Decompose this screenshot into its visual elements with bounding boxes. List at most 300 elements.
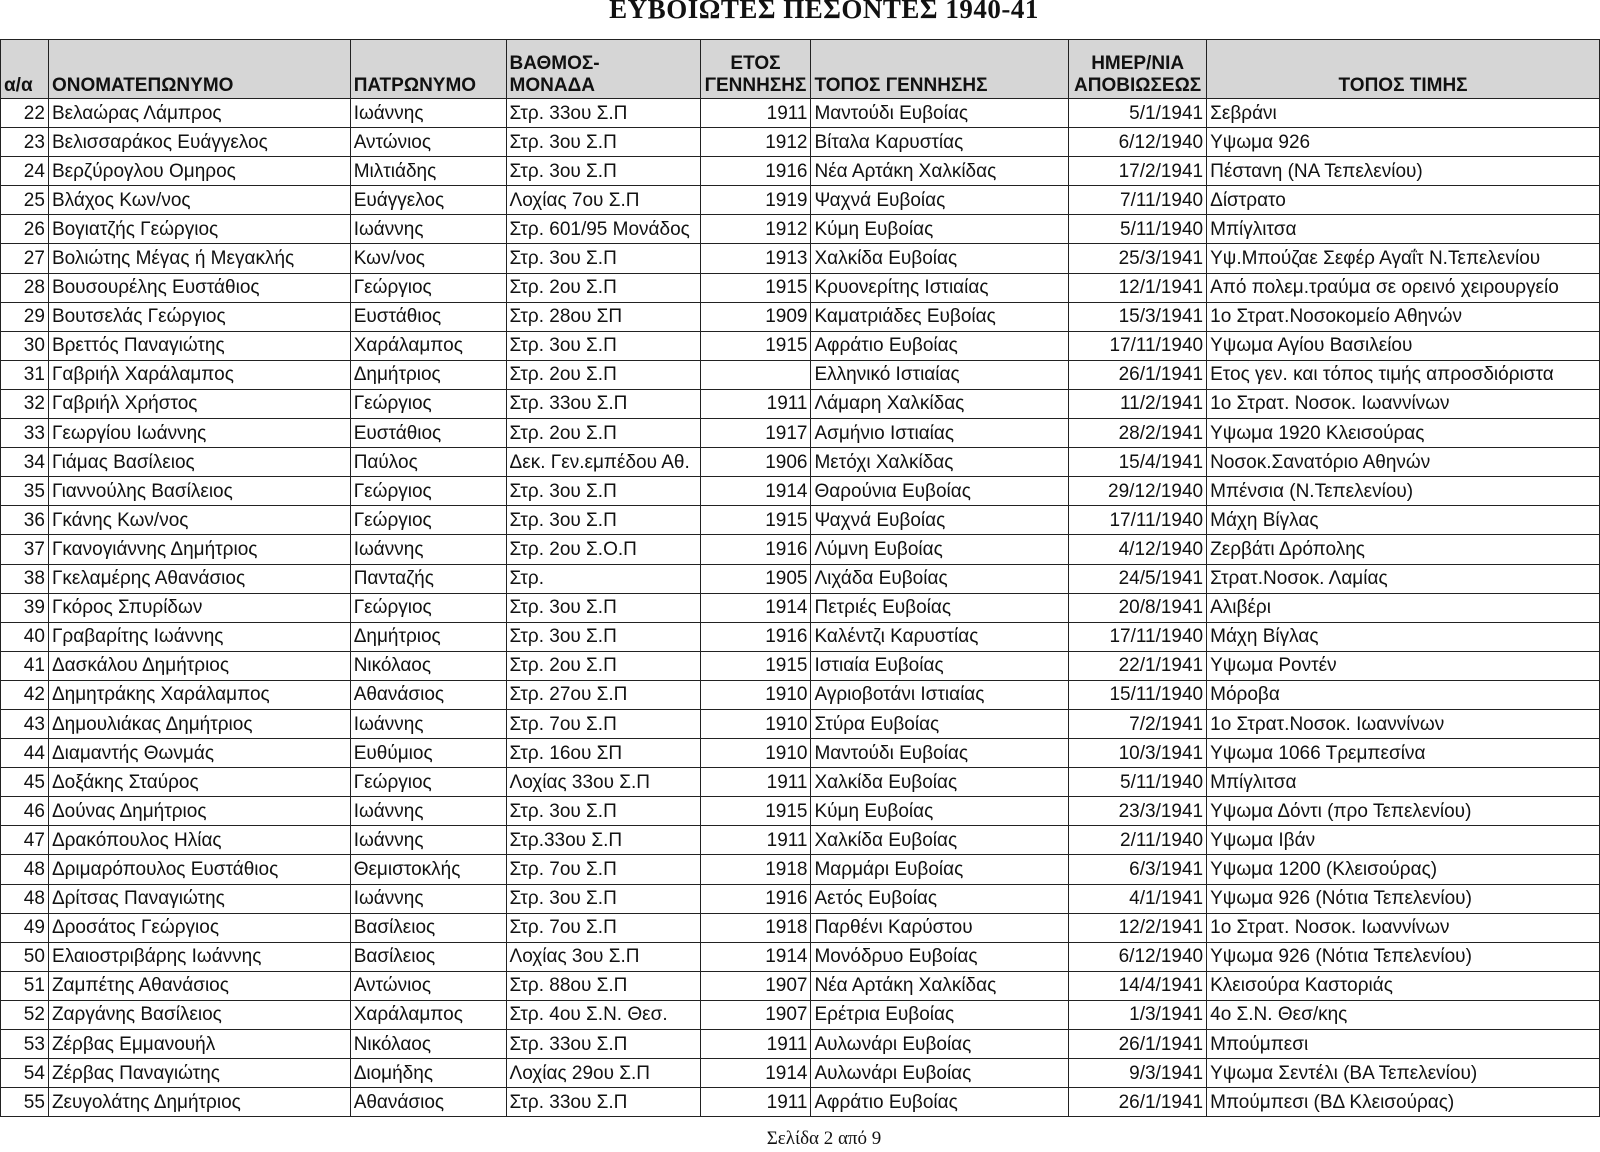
row-number-cell: 31 (1, 360, 49, 389)
rank-unit-cell: Στρ.33ου Σ.Π (506, 826, 700, 855)
father-name-cell: Ευστάθιος (350, 419, 506, 448)
full-name-cell: Γκόρος Σπυρίδων (48, 593, 350, 622)
father-name-cell: Γεώργιος (350, 389, 506, 418)
date-header-line1: ΗΜΕΡ/ΝΙΑ (1091, 53, 1185, 74)
birthplace-cell: Θαρούνια Ευβοίας (811, 477, 1069, 506)
birth-year-cell: 1912 (700, 215, 811, 244)
birth-year-cell: 1910 (700, 709, 811, 738)
table-row (1, 622, 1600, 651)
full-name-cell: Γιάμας Βασίλειος (48, 448, 350, 477)
father-name-cell: Ιωάννης (350, 826, 506, 855)
rank-unit-cell: Λοχίας 33ου Σ.Π (506, 768, 700, 797)
rank-unit-cell: Στρ. 3ου Σ.Π (506, 797, 700, 826)
birthplace-cell: Πετριές Ευβοίας (811, 593, 1069, 622)
column-header-name: ΟΝΟΜΑΤΕΠΩΝΥΜΟ (48, 40, 350, 99)
birthplace-cell: Χαλκίδα Ευβοίας (811, 768, 1069, 797)
row-number-cell: 52 (1, 1000, 49, 1029)
birth-year-cell: 1915 (700, 651, 811, 680)
place-of-honor-cell: Υψωμα 926 (1207, 128, 1600, 157)
column-header-death-date (1069, 40, 1207, 99)
rank-unit-cell: Στρ. 4ου Σ.Ν. Θεσ. (506, 1000, 700, 1029)
full-name-cell: Γκελαμέρης Αθανάσιος (48, 564, 350, 593)
death-date-cell: 9/3/1941 (1069, 1059, 1207, 1088)
birth-year-cell: 1915 (700, 331, 811, 360)
father-name-cell: Γεώργιος (350, 506, 506, 535)
row-number-cell: 35 (1, 477, 49, 506)
table-row (1, 477, 1600, 506)
father-name-cell: Ευστάθιος (350, 302, 506, 331)
birth-year-cell: 1919 (700, 186, 811, 215)
place-of-honor-cell: Κλεισούρα Καστοριάς (1207, 971, 1600, 1000)
birthplace-cell: Μαντούδι Ευβοίας (811, 99, 1069, 128)
place-of-honor-cell: Υψωμα Σεντέλι (ΒΑ Τεπελενίου) (1207, 1059, 1600, 1088)
row-number-cell: 48 (1, 855, 49, 884)
column-header-birthplace: ΤΟΠΟΣ ΓΕΝΝΗΣΗΣ (811, 40, 1069, 99)
table-row (1, 331, 1600, 360)
table-header-row (1, 40, 1600, 99)
table-row (1, 99, 1600, 128)
row-number-cell: 46 (1, 797, 49, 826)
birthplace-cell: Λάμαρη Χαλκίδας (811, 389, 1069, 418)
full-name-cell: Βουσουρέλης Ευστάθιος (48, 273, 350, 302)
full-name-cell: Δημητράκης Χαράλαμπος (48, 680, 350, 709)
birth-year-cell: 1918 (700, 913, 811, 942)
row-number-cell: 25 (1, 186, 49, 215)
death-date-cell: 22/1/1941 (1069, 651, 1207, 680)
death-date-cell: 5/11/1940 (1069, 768, 1207, 797)
birthplace-cell: Κύμη Ευβοίας (811, 797, 1069, 826)
rank-unit-cell: Στρ. 33ου Σ.Π (506, 389, 700, 418)
father-name-cell: Ιωάννης (350, 797, 506, 826)
rank-unit-cell: Στρ. 3ου Σ.Π (506, 884, 700, 913)
place-of-honor-cell: 1ο Στρατ. Νοσοκ. Ιωαννίνων (1207, 913, 1600, 942)
full-name-cell: Βολιώτης Μέγας ή Μεγακλής (48, 244, 350, 273)
table-body (1, 99, 1600, 1117)
row-number-cell: 27 (1, 244, 49, 273)
rank-unit-cell: Στρ. 3ου Σ.Π (506, 506, 700, 535)
death-date-cell: 15/11/1940 (1069, 680, 1207, 709)
birthplace-cell: Βίταλα Καρυστίας (811, 128, 1069, 157)
death-date-cell: 23/3/1941 (1069, 797, 1207, 826)
death-date-cell: 4/12/1940 (1069, 535, 1207, 564)
death-date-cell: 1/3/1941 (1069, 1000, 1207, 1029)
rank-unit-cell: Στρ. 2ου Σ.Ο.Π (506, 535, 700, 564)
birthplace-cell: Μονόδρυο Ευβοίας (811, 942, 1069, 971)
birth-year-cell (700, 360, 811, 389)
row-number-cell: 43 (1, 709, 49, 738)
full-name-cell: Ζέρβας Εμμανουήλ (48, 1030, 350, 1059)
row-number-cell: 37 (1, 535, 49, 564)
full-name-cell: Γεωργίου Ιωάννης (48, 419, 350, 448)
full-name-cell: Γραβαρίτης Ιωάννης (48, 622, 350, 651)
birth-year-cell: 1915 (700, 506, 811, 535)
death-date-cell: 6/12/1940 (1069, 942, 1207, 971)
birthplace-cell: Νέα Αρτάκη Χαλκίδας (811, 157, 1069, 186)
birth-year-cell: 1910 (700, 739, 811, 768)
father-name-cell: Γεώργιος (350, 768, 506, 797)
birth-year-cell: 1914 (700, 477, 811, 506)
rank-unit-cell: Στρ. 33ου Σ.Π (506, 99, 700, 128)
birth-year-cell: 1911 (700, 1088, 811, 1117)
place-of-honor-cell: Στρατ.Νοσοκ. Λαμίας (1207, 564, 1600, 593)
birthplace-cell: Κύμη Ευβοίας (811, 215, 1069, 244)
father-name-cell: Ιωάννης (350, 884, 506, 913)
table-row (1, 302, 1600, 331)
row-number-cell: 47 (1, 826, 49, 855)
place-of-honor-cell: 1ο Στρατ.Νοσοκ. Ιωαννίνων (1207, 709, 1600, 738)
birthplace-cell: Μετόχι Χαλκίδας (811, 448, 1069, 477)
death-date-cell: 15/4/1941 (1069, 448, 1207, 477)
full-name-cell: Βερζύρογλου Ομηρος (48, 157, 350, 186)
table-row (1, 884, 1600, 913)
full-name-cell: Βελισσαράκος Ευάγγελος (48, 128, 350, 157)
table-row (1, 709, 1600, 738)
birth-year-cell: 1917 (700, 419, 811, 448)
row-number-cell: 50 (1, 942, 49, 971)
birth-year-cell: 1915 (700, 273, 811, 302)
full-name-cell: Ζέρβας Παναγιώτης (48, 1059, 350, 1088)
father-name-cell: Βασίλειος (350, 913, 506, 942)
column-header-father: ΠΑΤΡΩΝΥΜΟ (350, 40, 506, 99)
rank-unit-cell: Στρ. 16ου ΣΠ (506, 739, 700, 768)
row-number-cell: 29 (1, 302, 49, 331)
birthplace-cell: Αυλωνάρι Ευβοίας (811, 1030, 1069, 1059)
row-number-cell: 42 (1, 680, 49, 709)
father-name-cell: Βασίλειος (350, 942, 506, 971)
table-row (1, 360, 1600, 389)
table-row (1, 1059, 1600, 1088)
father-name-cell: Ευθύμιος (350, 739, 506, 768)
birth-year-cell: 1907 (700, 1000, 811, 1029)
father-name-cell: Αθανάσιος (350, 680, 506, 709)
birthplace-cell: Χαλκίδα Ευβοίας (811, 826, 1069, 855)
table-row (1, 942, 1600, 971)
father-name-cell: Παύλος (350, 448, 506, 477)
rank-unit-cell: Στρ. (506, 564, 700, 593)
father-name-cell: Κων/νος (350, 244, 506, 273)
birthplace-cell: Μαντούδι Ευβοίας (811, 739, 1069, 768)
table-row (1, 855, 1600, 884)
full-name-cell: Βελαώρας Λάμπρος (48, 99, 350, 128)
table-row (1, 535, 1600, 564)
row-number-cell: 32 (1, 389, 49, 418)
place-of-honor-cell: Μπένσια (Ν.Τεπελενίου) (1207, 477, 1600, 506)
father-name-cell: Χαράλαμπος (350, 1000, 506, 1029)
row-number-cell: 28 (1, 273, 49, 302)
table-row (1, 186, 1600, 215)
death-date-cell: 29/12/1940 (1069, 477, 1207, 506)
birth-year-cell: 1905 (700, 564, 811, 593)
rank-unit-cell: Στρ. 3ου Σ.Π (506, 244, 700, 273)
father-name-cell: Διομήδης (350, 1059, 506, 1088)
place-of-honor-cell: Ζερβάτι Δρόπολης (1207, 535, 1600, 564)
rank-unit-cell: Στρ. 3ου Σ.Π (506, 128, 700, 157)
fallen-soldiers-table (0, 39, 1600, 1117)
father-name-cell: Δημήτριος (350, 622, 506, 651)
death-date-cell: 26/1/1941 (1069, 1030, 1207, 1059)
row-number-cell: 54 (1, 1059, 49, 1088)
birthplace-cell: Ιστιαία Ευβοίας (811, 651, 1069, 680)
death-date-cell: 6/12/1940 (1069, 128, 1207, 157)
death-date-cell: 20/8/1941 (1069, 593, 1207, 622)
father-name-cell: Γεώργιος (350, 593, 506, 622)
birth-year-cell: 1916 (700, 535, 811, 564)
rank-unit-cell: Στρ. 2ου Σ.Π (506, 273, 700, 302)
table-row (1, 768, 1600, 797)
place-of-honor-cell: Νοσοκ.Σανατόριο Αθηνών (1207, 448, 1600, 477)
birth-year-cell: 1906 (700, 448, 811, 477)
father-name-cell: Γεώργιος (350, 273, 506, 302)
table-row (1, 244, 1600, 273)
birthplace-cell: Ερέτρια Ευβοίας (811, 1000, 1069, 1029)
death-date-cell: 25/3/1941 (1069, 244, 1207, 273)
birthplace-cell: Λιχάδα Ευβοίας (811, 564, 1069, 593)
father-name-cell: Γεώργιος (350, 477, 506, 506)
rank-unit-cell: Στρ. 3ου Σ.Π (506, 477, 700, 506)
birthplace-cell: Παρθένι Καρύστου (811, 913, 1069, 942)
father-name-cell: Θεμιστοκλής (350, 855, 506, 884)
place-of-honor-cell: Υψωμα Ιβάν (1207, 826, 1600, 855)
rank-unit-cell: Στρ. 27ου Σ.Π (506, 680, 700, 709)
table-row (1, 913, 1600, 942)
table-row (1, 506, 1600, 535)
father-name-cell: Ιωάννης (350, 535, 506, 564)
row-number-cell: 38 (1, 564, 49, 593)
place-of-honor-cell: Αλιβέρι (1207, 593, 1600, 622)
father-name-cell: Μιλτιάδης (350, 157, 506, 186)
father-name-cell: Ευάγγελος (350, 186, 506, 215)
table-row (1, 157, 1600, 186)
birthplace-cell: Αυλωνάρι Ευβοίας (811, 1059, 1069, 1088)
place-of-honor-cell: Δίστρατο (1207, 186, 1600, 215)
death-date-cell: 5/11/1940 (1069, 215, 1207, 244)
birth-year-cell: 1916 (700, 157, 811, 186)
full-name-cell: Γιαννούλης Βασίλειος (48, 477, 350, 506)
rank-unit-cell: Στρ. 7ου Σ.Π (506, 709, 700, 738)
place-of-honor-cell: Από πολεμ.τραύμα σε ορεινό χειρουργείο (1207, 273, 1600, 302)
birthplace-cell: Ψαχνά Ευβοίας (811, 506, 1069, 535)
table-row (1, 1030, 1600, 1059)
birthplace-cell: Χαλκίδα Ευβοίας (811, 244, 1069, 273)
place-of-honor-cell: Υψωμα 926 (Νότια Τεπελενίου) (1207, 942, 1600, 971)
full-name-cell: Δρακόπουλος Ηλίας (48, 826, 350, 855)
birthplace-cell: Λύμνη Ευβοίας (811, 535, 1069, 564)
death-date-cell: 4/1/1941 (1069, 884, 1207, 913)
table-row (1, 651, 1600, 680)
column-header-place-of-honor: ΤΟΠΟΣ ΤΙΜΗΣ (1207, 40, 1600, 99)
birth-year-cell: 1907 (700, 971, 811, 1000)
place-of-honor-cell: Μπίγλιτσα (1207, 215, 1600, 244)
place-of-honor-cell: Μάχη Βίγλας (1207, 622, 1600, 651)
death-date-cell: 15/3/1941 (1069, 302, 1207, 331)
full-name-cell: Γαβριήλ Χρήστος (48, 389, 350, 418)
death-date-cell: 6/3/1941 (1069, 855, 1207, 884)
full-name-cell: Δούνας Δημήτριος (48, 797, 350, 826)
birth-year-cell: 1913 (700, 244, 811, 273)
place-of-honor-cell: 1ο Στρατ. Νοσοκ. Ιωαννίνων (1207, 389, 1600, 418)
full-name-cell: Γκάνης Κων/νος (48, 506, 350, 535)
rank-unit-cell: Δεκ. Γεν.εμπέδου Αθ. (506, 448, 700, 477)
full-name-cell: Ζαργάνης Βασίλειος (48, 1000, 350, 1029)
place-of-honor-cell: Υψωμα Ροντέν (1207, 651, 1600, 680)
full-name-cell: Ζαμπέτης Αθανάσιος (48, 971, 350, 1000)
table-row (1, 680, 1600, 709)
rank-unit-cell: Στρ. 2ου Σ.Π (506, 360, 700, 389)
father-name-cell: Αντώνιος (350, 971, 506, 1000)
birth-year-cell: 1914 (700, 942, 811, 971)
row-number-cell: 45 (1, 768, 49, 797)
place-of-honor-cell: 1ο Στρατ.Νοσοκομείο Αθηνών (1207, 302, 1600, 331)
death-date-cell: 2/11/1940 (1069, 826, 1207, 855)
death-date-cell: 11/2/1941 (1069, 389, 1207, 418)
row-number-cell: 39 (1, 593, 49, 622)
birthplace-cell: Μαρμάρι Ευβοίας (811, 855, 1069, 884)
birthplace-cell: Κρυονερίτης Ιστιαίας (811, 273, 1069, 302)
row-number-cell: 22 (1, 99, 49, 128)
birthplace-cell: Ελληνικό Ιστιαίας (811, 360, 1069, 389)
father-name-cell: Ιωάννης (350, 215, 506, 244)
birthplace-cell: Αφράτιο Ευβοίας (811, 1088, 1069, 1117)
rank-unit-cell: Στρ. 33ου Σ.Π (506, 1088, 700, 1117)
rank-unit-cell: Στρ. 33ου Σ.Π (506, 1030, 700, 1059)
birth-year-cell: 1916 (700, 622, 811, 651)
birth-year-cell: 1911 (700, 389, 811, 418)
death-date-cell: 17/11/1940 (1069, 331, 1207, 360)
rank-unit-cell: Στρ. 3ου Σ.Π (506, 331, 700, 360)
birth-year-cell: 1911 (700, 768, 811, 797)
birth-year-cell: 1916 (700, 884, 811, 913)
rank-unit-cell: Στρ. 88ου Σ.Π (506, 971, 700, 1000)
place-of-honor-cell: 4ο Σ.Ν. Θεσ/κης (1207, 1000, 1600, 1029)
row-number-cell: 41 (1, 651, 49, 680)
death-date-cell: 5/1/1941 (1069, 99, 1207, 128)
death-date-cell: 12/2/1941 (1069, 913, 1207, 942)
death-date-cell: 28/2/1941 (1069, 419, 1207, 448)
death-date-cell: 17/11/1940 (1069, 506, 1207, 535)
father-name-cell: Νικόλαος (350, 651, 506, 680)
place-of-honor-cell: Μπίγλιτσα (1207, 768, 1600, 797)
table-row (1, 419, 1600, 448)
table-row (1, 593, 1600, 622)
place-of-honor-cell: Υψωμα 1920 Κλεισούρας (1207, 419, 1600, 448)
full-name-cell: Δρίτσας Παναγιώτης (48, 884, 350, 913)
death-date-cell: 26/1/1941 (1069, 1088, 1207, 1117)
birth-year-cell: 1910 (700, 680, 811, 709)
column-header-birth-year (700, 40, 811, 99)
birth-year-cell: 1914 (700, 1059, 811, 1088)
birthplace-cell: Νέα Αρτάκη Χαλκίδας (811, 971, 1069, 1000)
row-number-cell: 53 (1, 1030, 49, 1059)
table-row (1, 826, 1600, 855)
row-number-cell: 24 (1, 157, 49, 186)
rank-header-line2: ΜΟΝΑΔΑ (509, 75, 595, 96)
death-date-cell: 12/1/1941 (1069, 273, 1207, 302)
place-of-honor-cell: Υψωμα Αγίου Βασιλείου (1207, 331, 1600, 360)
birth-year-cell: 1911 (700, 1030, 811, 1059)
full-name-cell: Βρεττός Παναγιώτης (48, 331, 350, 360)
place-of-honor-cell: Υψωμα 926 (Νότια Τεπελενίου) (1207, 884, 1600, 913)
row-number-cell: 34 (1, 448, 49, 477)
rank-unit-cell: Στρ. 3ου Σ.Π (506, 593, 700, 622)
birthplace-cell: Στύρα Ευβοίας (811, 709, 1069, 738)
birthplace-cell: Ψαχνά Ευβοίας (811, 186, 1069, 215)
death-date-cell: 7/11/1940 (1069, 186, 1207, 215)
rank-unit-cell: Λοχίας 3ου Σ.Π (506, 942, 700, 971)
death-date-cell: 7/2/1941 (1069, 709, 1207, 738)
place-of-honor-cell: Πέσταvη (ΝΑ Τεπελενίου) (1207, 157, 1600, 186)
row-number-cell: 48 (1, 884, 49, 913)
father-name-cell: Ιωάννης (350, 709, 506, 738)
full-name-cell: Δοξάκης Σταύρος (48, 768, 350, 797)
full-name-cell: Δροσάτος Γεώργιος (48, 913, 350, 942)
father-name-cell: Νικόλαος (350, 1030, 506, 1059)
row-number-cell: 40 (1, 622, 49, 651)
table-row (1, 215, 1600, 244)
row-number-cell: 30 (1, 331, 49, 360)
place-of-honor-cell: Μπούμπεσι (ΒΔ Κλεισούρας) (1207, 1088, 1600, 1117)
row-number-cell: 55 (1, 1088, 49, 1117)
father-name-cell: Αντώνιος (350, 128, 506, 157)
rank-unit-cell: Στρ. 601/95 Μονάδος (506, 215, 700, 244)
birthplace-cell: Αγριοβοτάνι Ιστιαίας (811, 680, 1069, 709)
page-title: ΕΥΒΟΙΩΤΕΣ ΠΕΣΟΝΤΕΣ 1940-41 (609, 0, 1039, 24)
rank-header-line1: ΒΑΘΜΟΣ- (509, 53, 600, 74)
place-of-honor-cell: Υψωμα 1066 Τρεμπεσίνα (1207, 739, 1600, 768)
place-of-honor-cell: Μόροβα (1207, 680, 1600, 709)
table-row (1, 739, 1600, 768)
birth-year-cell: 1912 (700, 128, 811, 157)
birthplace-cell: Ασμήνιο Ιστιαίας (811, 419, 1069, 448)
row-number-cell: 49 (1, 913, 49, 942)
rank-unit-cell: Στρ. 7ου Σ.Π (506, 913, 700, 942)
rank-unit-cell: Λοχίας 7ου Σ.Π (506, 186, 700, 215)
birth-year-cell: 1911 (700, 826, 811, 855)
table-row (1, 448, 1600, 477)
full-name-cell: Δημουλιάκας Δημήτριος (48, 709, 350, 738)
row-number-cell: 51 (1, 971, 49, 1000)
place-of-honor-cell: Υψ.Μπούζαε Σεφέρ Αγαΐτ Ν.Τεπελενίου (1207, 244, 1600, 273)
father-name-cell: Δημήτριος (350, 360, 506, 389)
death-date-cell: 17/2/1941 (1069, 157, 1207, 186)
row-number-cell: 23 (1, 128, 49, 157)
birthplace-cell: Καματριάδες Ευβοίας (811, 302, 1069, 331)
full-name-cell: Ζευγολάτης Δημήτριος (48, 1088, 350, 1117)
place-of-honor-cell: Υψωμα 1200 (Κλεισούρας) (1207, 855, 1600, 884)
birth-year-cell: 1909 (700, 302, 811, 331)
birthplace-cell: Αφράτιο Ευβοίας (811, 331, 1069, 360)
father-name-cell: Πανταζής (350, 564, 506, 593)
birth-year-cell: 1915 (700, 797, 811, 826)
table-row (1, 1000, 1600, 1029)
full-name-cell: Γαβριήλ Χαράλαμπος (48, 360, 350, 389)
date-header-line2: ΑΠΟΒΙΩΣΕΩΣ (1074, 75, 1202, 96)
father-name-cell: Χαράλαμπος (350, 331, 506, 360)
birthplace-cell: Αετός Ευβοίας (811, 884, 1069, 913)
birth-year-cell: 1914 (700, 593, 811, 622)
row-number-cell: 36 (1, 506, 49, 535)
table-row (1, 273, 1600, 302)
table-row (1, 564, 1600, 593)
row-number-cell: 26 (1, 215, 49, 244)
full-name-cell: Ελαιοστριβάρης Ιωάννης (48, 942, 350, 971)
full-name-cell: Δασκάλου Δημήτριος (48, 651, 350, 680)
death-date-cell: 26/1/1941 (1069, 360, 1207, 389)
place-of-honor-cell: Υψωμα Δόντι (προ Τεπελενίου) (1207, 797, 1600, 826)
father-name-cell: Ιωάννης (350, 99, 506, 128)
table-row (1, 1088, 1600, 1117)
column-header-aa: α/α (1, 40, 49, 99)
table-row (1, 128, 1600, 157)
